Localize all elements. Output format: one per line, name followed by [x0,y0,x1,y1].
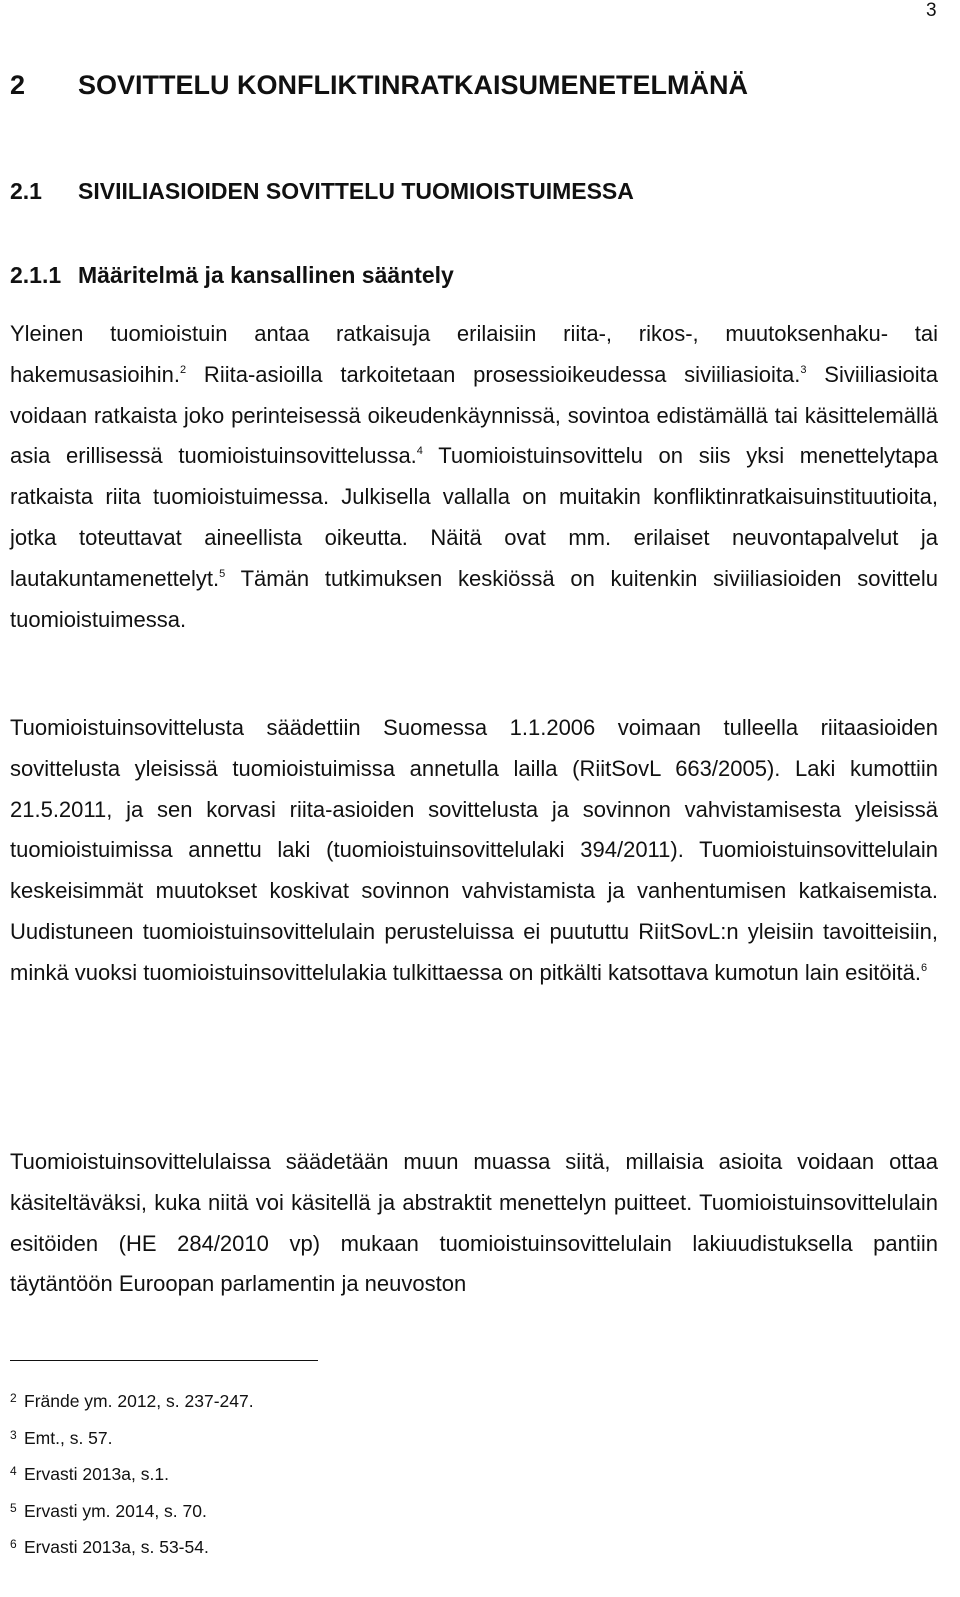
footnote-text: Emt., s. 57. [24,1427,113,1448]
paragraph-text: Riita-asioilla tarkoitetaan prosessioikeudessa siviiliasioita. [186,361,801,387]
footnote-number: 2 [10,1391,17,1405]
body-paragraph-2 [10,708,938,994]
body-paragraph-1 [10,314,938,640]
footnote-number: 5 [10,1500,17,1515]
body-paragraph-3 [10,1142,938,1305]
footnote-text: Ervasti 2013a, s. 53-54. [24,1537,209,1557]
footnote-ref[interactable]: 2 [179,363,187,376]
chapter-title: SOVITTELU KONFLIKTINRATKAISUMENETELMÄNÄ [78,70,748,100]
paragraph-text: Tuomioistuinsovittelu on siis yksi menettelytapa ratkaista riita tuomioistuimessa. Julkisella vallalla on muitakin konfliktinratkaisuinstituutioita, jotka toteuttavat aineellista oikeutta. Näitä ovat mm. erilaiset neuvontapalvelut ja lautakuntamenettelyt. [10,443,938,591]
footnote-number: 3 [10,1427,17,1442]
footnote [10,1386,254,1423]
page-number: 3 [926,0,937,21]
footnote-list [10,1386,254,1569]
footnote-separator [10,1360,318,1361]
footnote-ref[interactable]: 5 [219,567,226,580]
subsection-title: Määritelmä ja kansallinen sääntely [78,262,454,288]
section-heading [10,178,634,205]
subsection-heading [10,262,454,289]
footnote-ref[interactable]: 6 [921,961,928,974]
section-title: SIVIILIASIOIDEN SOVITTELU TUOMIOISTUIMESSA [78,178,634,204]
paragraph-text: Siviiliasioita voidaan ratkaista joko perinteisessä oikeudenkäynnissä, sovintoa edistämällä tai käsittelemällä asia erillisessä tuomioistuinsovittelussa. [10,361,938,469]
footnote-number: 4 [10,1464,17,1478]
chapter-number: 2 [10,70,26,100]
paragraph-text: Tuomioistuinsovittelusta säädettiin Suomessa 1.1.2006 voimaan tulleella riitaasioiden sovittelusta yleisissä tuomioistuimissa annetulla lailla (RiitSovL 663/2005). Laki kumottiin 21.5.2011, ja sen korvasi riita-asioiden sovittelusta ja sovinnon vahvistamisesta yleisissä tuomioistuimissa annettu laki (tuomioistuinsovittelulaki 394/2011). Tuomioistuinsovittelulain keskeisimmät muutokset koskivat sovinnon vahvistamista ja vanhentumisen katkaisemista. Uudistuneen tuomioistuinsovittelulain perusteluissa ei puututtu RiitSovL:n yleisiin tavoitteisiin, minkä vuoksi tuomioistuinsovittelulakia tulkittaessa on pitkälti katsottava kumotun lain esitöitä. [10,715,938,985]
subsection-number: 2.1.1 [10,262,62,288]
footnote-ref[interactable]: 4 [416,445,423,458]
footnote [10,1532,254,1569]
footnote [10,1496,254,1533]
section-number: 2.1 [10,178,42,204]
paragraph-text: Tämän tutkimuksen keskiössä on kuitenkin siviiliasioiden sovittelu tuomioistuimessa. [10,565,938,632]
footnote-ref[interactable]: 3 [800,363,807,376]
paragraph-text: Tuomioistuinsovittelulaissa säädetään muun muassa siitä, millaisia asioita voidaan ottaa käsiteltäväksi, kuka niitä voi käsitellä ja abstraktit menettelyn puitteet. Tuomioistuinsovittelulain esitöiden (HE 284/2010 vp) mukaan tuomioistuinsovittelulain lakiuudistuksella pantiin täytäntöön Euroopan parlamentin ja neuvoston [10,1149,938,1297]
footnote [10,1423,254,1460]
footnote-text: Ervasti 2013a, s.1. [24,1464,169,1484]
footnote-text: Frände ym. 2012, s. 237-247. [24,1391,254,1411]
footnote-number: 6 [10,1537,17,1551]
footnote [10,1459,254,1496]
footnote-text: Ervasti ym. 2014, s. 70. [24,1500,207,1521]
paragraph-text: Yleinen tuomioistuin antaa ratkaisuja erilaisiin riita-, rikos-, muutoksenhaku- tai hakemusasioihin. [10,321,938,387]
chapter-heading [10,70,748,101]
